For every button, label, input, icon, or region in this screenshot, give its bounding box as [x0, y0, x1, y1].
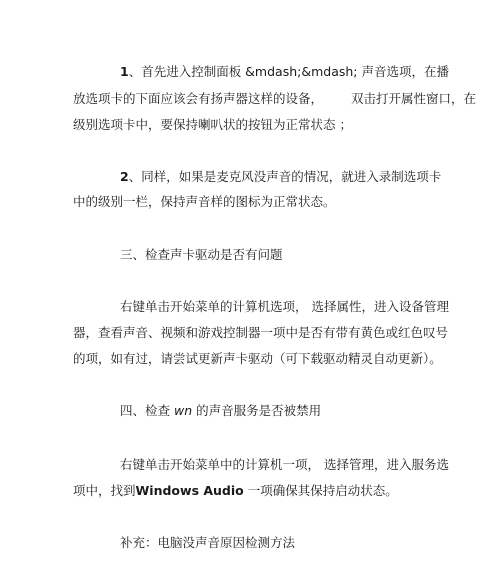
p1-line-3: 级别选项卡中，要保持喇叭状的按钮为正常状态 ； [73, 117, 352, 132]
section-4-heading-pre: 四、检查 [120, 403, 174, 418]
p4-line-2-part-c: 一项确保其保持启动状态。 [243, 483, 398, 498]
p3-line-2: 器，查看声音、视频和游戏控制器一项中是否有带有黄色或红色叹号 [73, 325, 449, 340]
p3-line-1: 右键单击开始菜单的计算机选项， 选择属性，进入设备管理 [120, 299, 449, 314]
p1-line-2-part-b: 双击打开属性窗口，在 [351, 91, 477, 106]
supplement-heading: 补充：电脑没声音原因检测方法 [120, 535, 296, 550]
section-4-heading [120, 402, 500, 420]
p4-windows-audio: Windows Audio [135, 483, 244, 498]
p1-number: 1 [120, 64, 129, 79]
p4-line-1: 右键单击开始菜单中的计算机一项， 选择管理，进入服务选 [120, 457, 449, 472]
p1-line-1-text: 、首先进入控制面板 &mdash;&mdash; 声音选项，在播 [128, 64, 449, 79]
p2-line-1 [120, 168, 500, 186]
p2-line-2: 中的级别一栏，保持声音样的图标为正常状态。 [73, 194, 336, 209]
section-4-heading-em: wn [173, 403, 193, 418]
p3-line-3: 的项，如有过，请尝试更新声卡驱动（可下载驱动精灵自动更新）。 [73, 351, 442, 366]
p2-number: 2 [120, 169, 129, 184]
p2-line-1-text: 、同样，如果是麦克风没声音的情况，就进入录制选项卡 [128, 169, 442, 184]
section-4-heading-post: 的声音服务是否被禁用 [192, 403, 322, 418]
section-3-heading: 三、检查声卡驱动是否有问题 [120, 247, 283, 262]
p1-line-1 [120, 63, 500, 81]
p4-line-2-part-a: 项中，找到 [73, 483, 136, 498]
p4-line-2 [73, 482, 500, 500]
p1-line-2 [73, 90, 500, 108]
p1-line-2-part-a: 放选项卡的下面应该会有扬声器这样的设备， [73, 91, 324, 106]
